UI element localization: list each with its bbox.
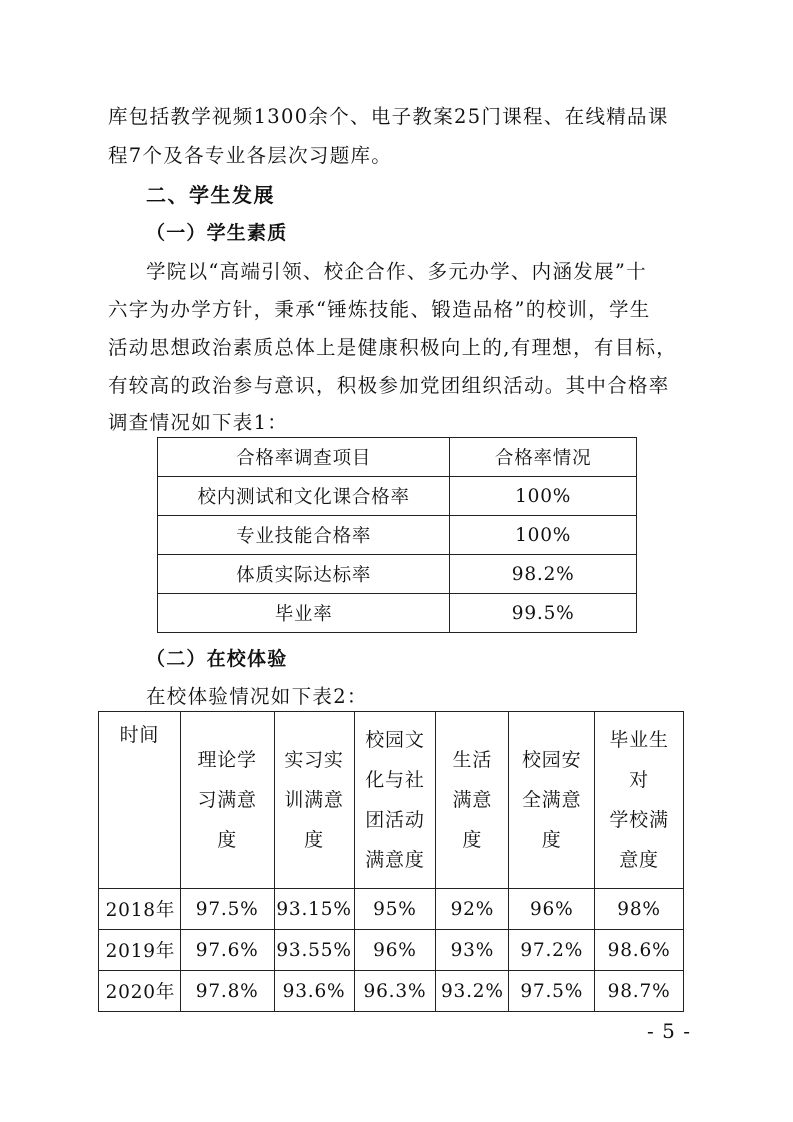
table-row: [99, 930, 684, 971]
campus-experience-table: [98, 711, 684, 1012]
table-cell: 99.5%: [450, 594, 637, 633]
table-header-cell: 生活 满意 度: [436, 712, 509, 889]
table-header-cell: 实习实 训满意 度: [274, 712, 354, 889]
table-cell: 95%: [354, 889, 436, 930]
table-header-row: [158, 438, 637, 477]
table-header-cell: 时间: [99, 712, 181, 889]
quality-paragraph-line-5: 调查情况如下表1：: [108, 411, 289, 434]
table-header-cell: 合格率调查项目: [158, 438, 450, 477]
table-cell: 92%: [436, 889, 509, 930]
table-cell: 100%: [450, 477, 637, 516]
table-cell: 93.55%: [274, 930, 354, 971]
table-cell: 97.5%: [509, 971, 595, 1012]
table-cell-year: 2020年: [99, 971, 181, 1012]
table-header-cell: 合格率情况: [450, 438, 637, 477]
table-cell: 98.6%: [595, 930, 684, 971]
quality-paragraph-line-1: 学院以“高端引领、校企合作、多元办学、内涵发展”十: [146, 260, 647, 283]
table-cell: 96%: [354, 930, 436, 971]
table-cell: 97.5%: [180, 889, 274, 930]
table-cell-year: 2019年: [99, 930, 181, 971]
quality-paragraph-line-4: 有较高的政治参与意识，积极参加党团组织活动。其中合格率: [108, 374, 670, 397]
table-header-row: [99, 712, 684, 889]
quality-paragraph-line-2: 六字为办学方针，秉承“锤炼技能、锻造品格”的校训，学生: [108, 298, 651, 321]
table-cell: 93.2%: [436, 971, 509, 1012]
table-cell: 体质实际达标率: [158, 555, 450, 594]
table-cell: 93%: [436, 930, 509, 971]
table-cell: 97.2%: [509, 930, 595, 971]
page-number: - 5 -: [647, 1019, 691, 1043]
table-header-cell: 校园文 化与社 团活动 满意度: [354, 712, 436, 889]
table-row: [158, 477, 637, 516]
table-row: [158, 594, 637, 633]
table-header-cell: 校园安 全满意 度: [509, 712, 595, 889]
table-cell: 100%: [450, 516, 637, 555]
table-row: [99, 889, 684, 930]
table-cell: 98%: [595, 889, 684, 930]
subsection-heading-campus-experience: （二）在校体验: [146, 648, 288, 670]
table-cell: 93.15%: [274, 889, 354, 930]
table-row: [158, 555, 637, 594]
table-cell: 专业技能合格率: [158, 516, 450, 555]
table-cell: 校内测试和文化课合格率: [158, 477, 450, 516]
table-cell: 97.6%: [180, 930, 274, 971]
table-row: [99, 971, 684, 1012]
subsection-heading-student-quality: （一）学生素质: [146, 222, 288, 244]
table-cell-year: 2018年: [99, 889, 181, 930]
section-heading-student-development: 二、学生发展: [146, 183, 275, 207]
table-cell: 93.6%: [274, 971, 354, 1012]
quality-paragraph-line-3: 活动思想政治素质总体上是健康积极向上的,有理想，有目标，: [108, 336, 678, 359]
table-cell: 96.3%: [354, 971, 436, 1012]
intro-line-2: 程7个及各专业各层次习题库。: [108, 144, 393, 167]
table-header-cell: 毕业生 对 学校满 意度: [595, 712, 684, 889]
table-cell: 98.7%: [595, 971, 684, 1012]
table-cell: 毕业率: [158, 594, 450, 633]
table-cell: 98.2%: [450, 555, 637, 594]
table-row: [158, 516, 637, 555]
table-header-cell: 理论学 习满意 度: [180, 712, 274, 889]
pass-rate-table: [157, 437, 637, 633]
intro-line-1: 库包括教学视频1300余个、电子教案25门课程、在线精品课: [108, 105, 669, 128]
table-cell: 97.8%: [180, 971, 274, 1012]
experience-intro-line: 在校体验情况如下表2：: [146, 685, 368, 708]
table-cell: 96%: [509, 889, 595, 930]
